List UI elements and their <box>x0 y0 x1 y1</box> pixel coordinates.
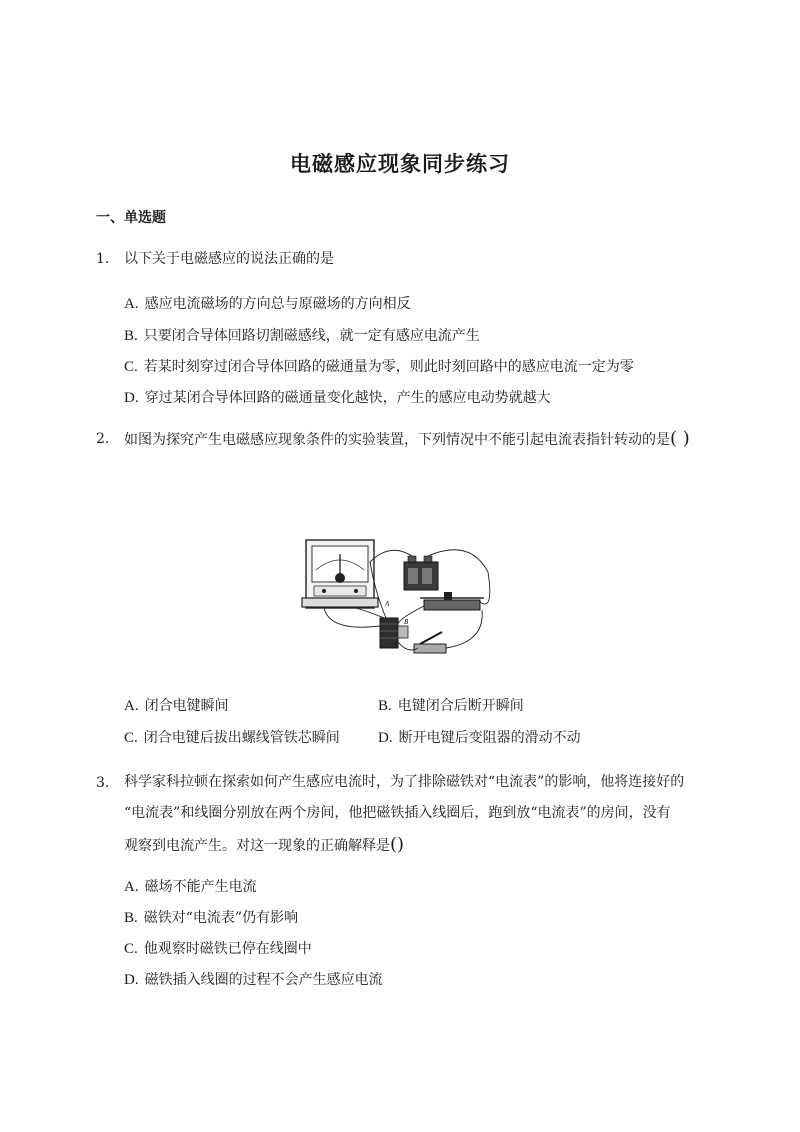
question-3-number: 3. <box>96 775 110 791</box>
option-text: 断开电键后变阻器的滑动不动 <box>398 730 581 746</box>
q2-option-d <box>378 727 581 747</box>
option-text: 感应电流磁场的方向总与原磁场的方向相反 <box>144 296 411 312</box>
q2-option-b <box>378 695 524 715</box>
option-text: 他观察时磁铁已停在线圈中 <box>143 941 312 957</box>
option-text: 磁铁插入线圈的过程不会产生感应电流 <box>144 972 383 988</box>
option-text: 若某时刻穿过闭合导体回路的磁通量为零，则此时刻回路中的感应电流一定为零 <box>143 359 634 375</box>
experiment-apparatus-figure <box>300 532 500 662</box>
question-2-stem: 如图为探究产生电磁感应现象条件的实验装置，下列情况中不能引起电流表指针转动的是 <box>124 432 670 448</box>
q1-option-d <box>124 387 551 407</box>
option-text: 磁场不能产生电流 <box>144 879 257 895</box>
option-label: D. <box>124 390 139 406</box>
option-text: 磁铁对“电流表”仍有影响 <box>143 910 299 926</box>
option-label: D. <box>124 972 139 988</box>
section-heading: 一、单选题 <box>96 210 166 226</box>
question-3-line-3 <box>124 829 724 862</box>
option-label: A. <box>124 296 139 312</box>
option-text: 穿过某闭合导体回路的磁通量变化越快，产生的感应电动势就越大 <box>144 390 551 406</box>
question-1-number: 1. <box>96 251 110 267</box>
option-text: 闭合电键后拔出螺线管铁芯瞬间 <box>143 730 340 746</box>
question-2-text <box>124 423 724 456</box>
option-label: C. <box>124 730 138 746</box>
figure-label-b: B <box>404 618 409 626</box>
q2-option-c <box>124 727 340 747</box>
question-3-line-1: 科学家科拉顿在探索如何产生感应电流时，为了排除磁铁对“电流表”的影响，他将连接好的 <box>124 774 685 790</box>
option-label: C. <box>124 941 138 957</box>
option-label: A. <box>124 879 139 895</box>
question-3-text <box>124 767 724 862</box>
q3-option-a <box>124 876 257 896</box>
question-1-text: 以下关于电磁感应的说法正确的是 <box>124 251 334 267</box>
option-text: 闭合电键瞬间 <box>144 698 229 714</box>
option-label: B. <box>124 910 138 926</box>
q3-option-d <box>124 969 383 989</box>
q3-option-c <box>124 938 312 958</box>
figure-label-a: A <box>385 600 390 608</box>
question-3-line-3-text: 观察到电流产生。对这一现象的正确解释是 <box>124 838 390 854</box>
q3-option-b <box>124 907 298 927</box>
q2-option-a <box>124 695 229 715</box>
question-2-number: 2. <box>96 431 110 447</box>
option-label: C. <box>124 359 138 375</box>
answer-paren: () <box>390 834 405 855</box>
option-label: A. <box>124 698 139 714</box>
question-3-line-2: “电流表”和线圈分别放在两个房间，他把磁铁插入线圈后，跑到放“电流表”的房间，没有 <box>124 805 671 821</box>
page-title: 电磁感应现象同步练习 <box>290 151 510 176</box>
q1-option-c <box>124 356 634 376</box>
q1-option-a <box>124 293 411 313</box>
option-text: 电键闭合后断开瞬间 <box>397 698 524 714</box>
answer-paren: ( ) <box>670 428 690 449</box>
option-text: 只要闭合导体回路切割磁感线，就一定有感应电流产生 <box>143 328 480 344</box>
option-label: B. <box>124 328 138 344</box>
q1-option-b <box>124 325 480 345</box>
option-label: B. <box>378 698 392 714</box>
option-label: D. <box>378 730 393 746</box>
